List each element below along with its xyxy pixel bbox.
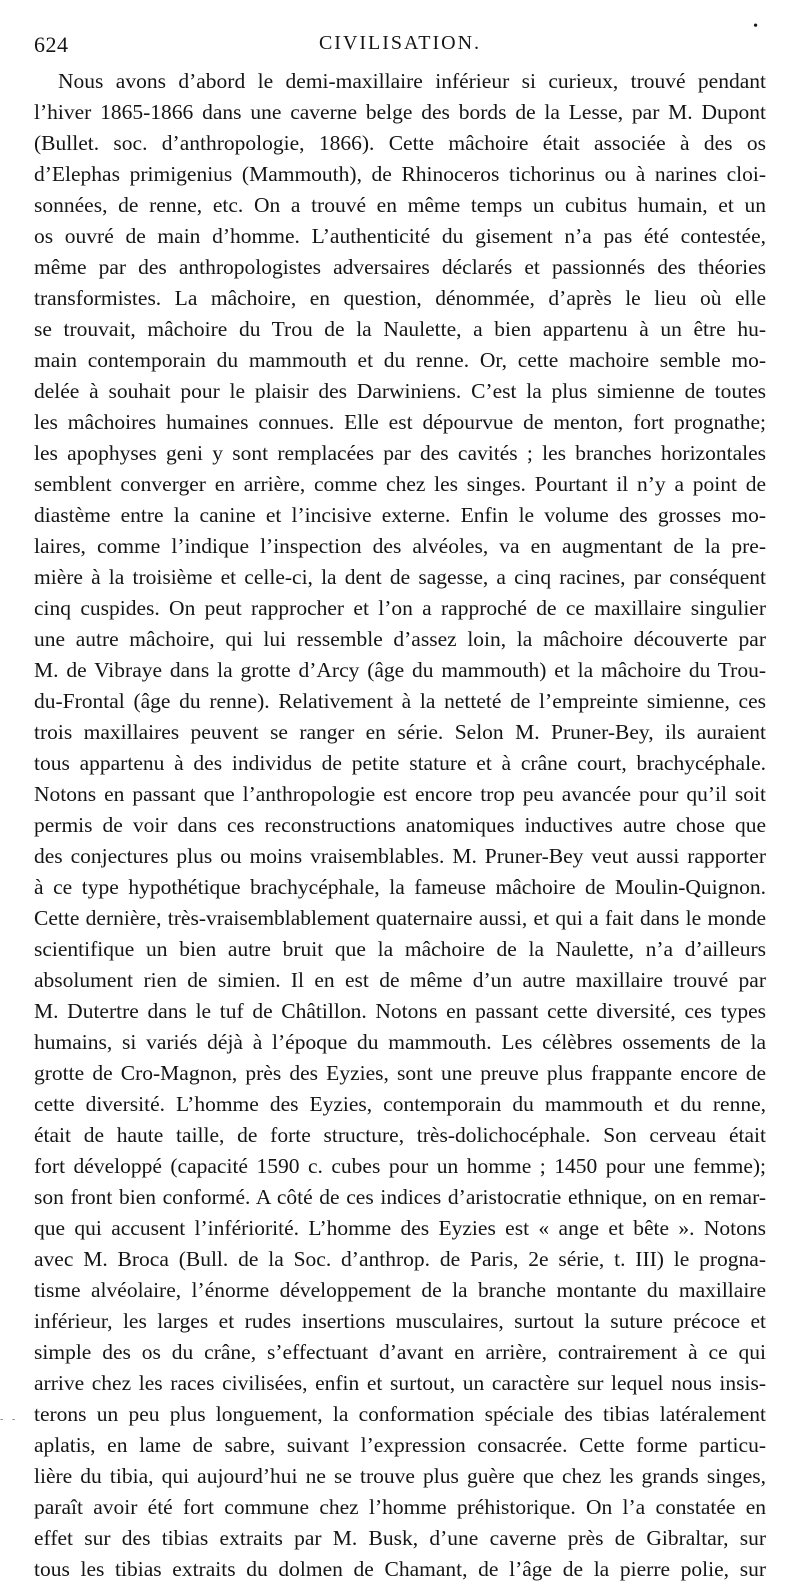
page-number: 624 [34,32,69,57]
text-line: delée à souhait pour le plaisir des Darwiniens. C’est la plus simienne de toutes [34,379,766,403]
text-line: Nous avons d’abord le demi-maxillaire inférieur si curieux, trouvé pendant [58,69,766,93]
corner-mark: • [753,19,758,34]
page-header [34,19,766,58]
text-line: Cette dernière, très-vraisemblablement quaternaire aussi, et qui a fait dans le monde [34,906,766,930]
footer-mark: - - [0,1414,19,1425]
text-line: avec M. Broca (Bull. de la Soc. d’anthrop. de Paris, 2e série, t. III) le progna- [34,1247,766,1271]
text-line: fort développé (capacité 1590 c. cubes pour un homme ; 1450 pour une femme); [34,1154,766,1178]
text-line: lière du tibia, qui aujourd’hui ne se trouve plus guère que chez les grands singes, [34,1464,766,1488]
book-page [34,19,766,1585]
text-line: cette diversité. L’homme des Eyzies, contemporain du mammouth et du renne, [34,1092,766,1116]
text-line: scientifique un bien autre bruit que la mâchoire de la Naulette, n’a d’ailleurs [34,937,766,961]
text-line: humains, si variés déjà à l’époque du mammouth. Les célèbres ossements de la [34,1030,766,1054]
text-line: que qui accusent l’infériorité. L’homme des Eyzies est « ange et bête ». Notons [34,1216,766,1240]
text-line: paraît avoir été fort commune chez l’homme préhistorique. On l’a constatée en [34,1495,766,1519]
text-line: à ce type hypothétique brachycéphale, la fameuse mâchoire de Moulin-Quignon. [34,875,766,899]
text-line: sonnées, de renne, etc. On a trouvé en même temps un cubitus humain, et un [34,193,766,217]
text-line: mière à la troisième et celle-ci, la dent de sagesse, a cinq racines, par conséquent [34,565,766,589]
text-line: était de haute taille, de forte structure, très-dolichocéphale. Son cerveau était [34,1123,766,1147]
body-text [34,66,766,1585]
text-line: arrive chez les races civilisées, enfin et surtout, un caractère sur lequel nous insis- [34,1371,766,1395]
text-line: permis de voir dans ces reconstructions anatomiques inductives autre chose que [34,813,766,837]
text-line: laires, comme l’indique l’inspection des alvéoles, va en augmentant de la pre- [34,534,766,558]
text-line: terons un peu plus longuement, la conformation spéciale des tibias latéralement [34,1402,766,1426]
text-line: transformistes. La mâchoire, en question, dénommée, d’après le lieu où elle [34,286,766,310]
text-line: l’hiver 1865-1866 dans une caverne belge des bords de la Lesse, par M. Dupont [34,100,766,124]
running-title: CIVILISATION. [318,32,482,54]
text-line: tous les tibias extraits du dolmen de Chamant, de l’âge de la pierre polie, sur [34,1557,766,1581]
text-line: tisme alvéolaire, l’énorme développement de la branche montante du maxillaire [34,1278,766,1302]
text-line: cinq cuspides. On peut rapprocher et l’on a rapproché de ce maxillaire singulier [34,596,766,620]
text-line: du-Frontal (âge du renne). Relativement à la netteté de l’empreinte simienne, ces [34,689,766,713]
text-line: trois maxillaires peuvent se ranger en série. Selon M. Pruner-Bey, ils auraient [34,720,766,744]
text-line: grotte de Cro-Magnon, près des Eyzies, sont une preuve plus frappante encore de [34,1061,766,1085]
text-line: effet sur des tibias extraits par M. Busk, d’une caverne près de Gibraltar, sur [34,1526,766,1550]
text-line: simple des os du crâne, s’effectuant d’avant en arrière, contrairement à ce qui [34,1340,766,1364]
text-line: des conjectures plus ou moins vraisemblables. M. Pruner-Bey veut aussi rapporter [34,844,766,868]
text-line: main contemporain du mammouth et du renne. Or, cette machoire semble mo- [34,348,766,372]
text-line: aplatis, en lame de sabre, suivant l’expression consacrée. Cette forme particu- [34,1433,766,1457]
text-line: absolument rien de simien. Il en est de même d’un autre maxillaire trouvé par [34,968,766,992]
text-line: même par des anthropologistes adversaires déclarés et passionnés des théories [34,255,766,279]
text-line: inférieur, les larges et rudes insertions musculaires, surtout la suture précoce et [34,1309,766,1333]
text-line: une autre mâchoire, qui lui ressemble d’assez loin, la mâchoire découverte par [34,627,766,651]
text-line: diastème entre la canine et l’incisive externe. Enfin le volume des grosses mo- [34,503,766,527]
text-line: d’Elephas primigenius (Mammouth), de Rhinoceros tichorinus ou à narines cloi- [34,162,766,186]
text-line: os ouvré de main d’homme. L’authenticité du gisement n’a pas été contestée, [34,224,766,248]
text-line: les mâchoires humaines connues. Elle est dépourvue de menton, fort prognathe; [34,410,766,434]
text-line: tous appartenu à des individus de petite stature et à crâne court, brachycéphale. [34,751,766,775]
text-line: Notons en passant que l’anthropologie est encore trop peu avancée pour qu’il soit [34,782,766,806]
text-line: semblent converger en arrière, comme chez les singes. Pourtant il n’y a point de [34,472,766,496]
text-line: (Bullet. soc. d’anthropologie, 1866). Cette mâchoire était associée à des os [34,131,766,155]
text-line: les apophyses geni y sont remplacées par des cavités ; les branches horizontales [34,441,766,465]
text-line: M. Dutertre dans le tuf de Châtillon. Notons en passant cette diversité, ces types [34,999,766,1023]
text-line: se trouvait, mâchoire du Trou de la Naulette, a bien appartenu à un être hu- [34,317,766,341]
text-line: son front bien conformé. A côté de ces indices d’aristocratie ethnique, on en remar- [34,1185,766,1209]
text-line: M. de Vibraye dans la grotte d’Arcy (âge du mammouth) et la mâchoire du Trou- [34,658,766,682]
